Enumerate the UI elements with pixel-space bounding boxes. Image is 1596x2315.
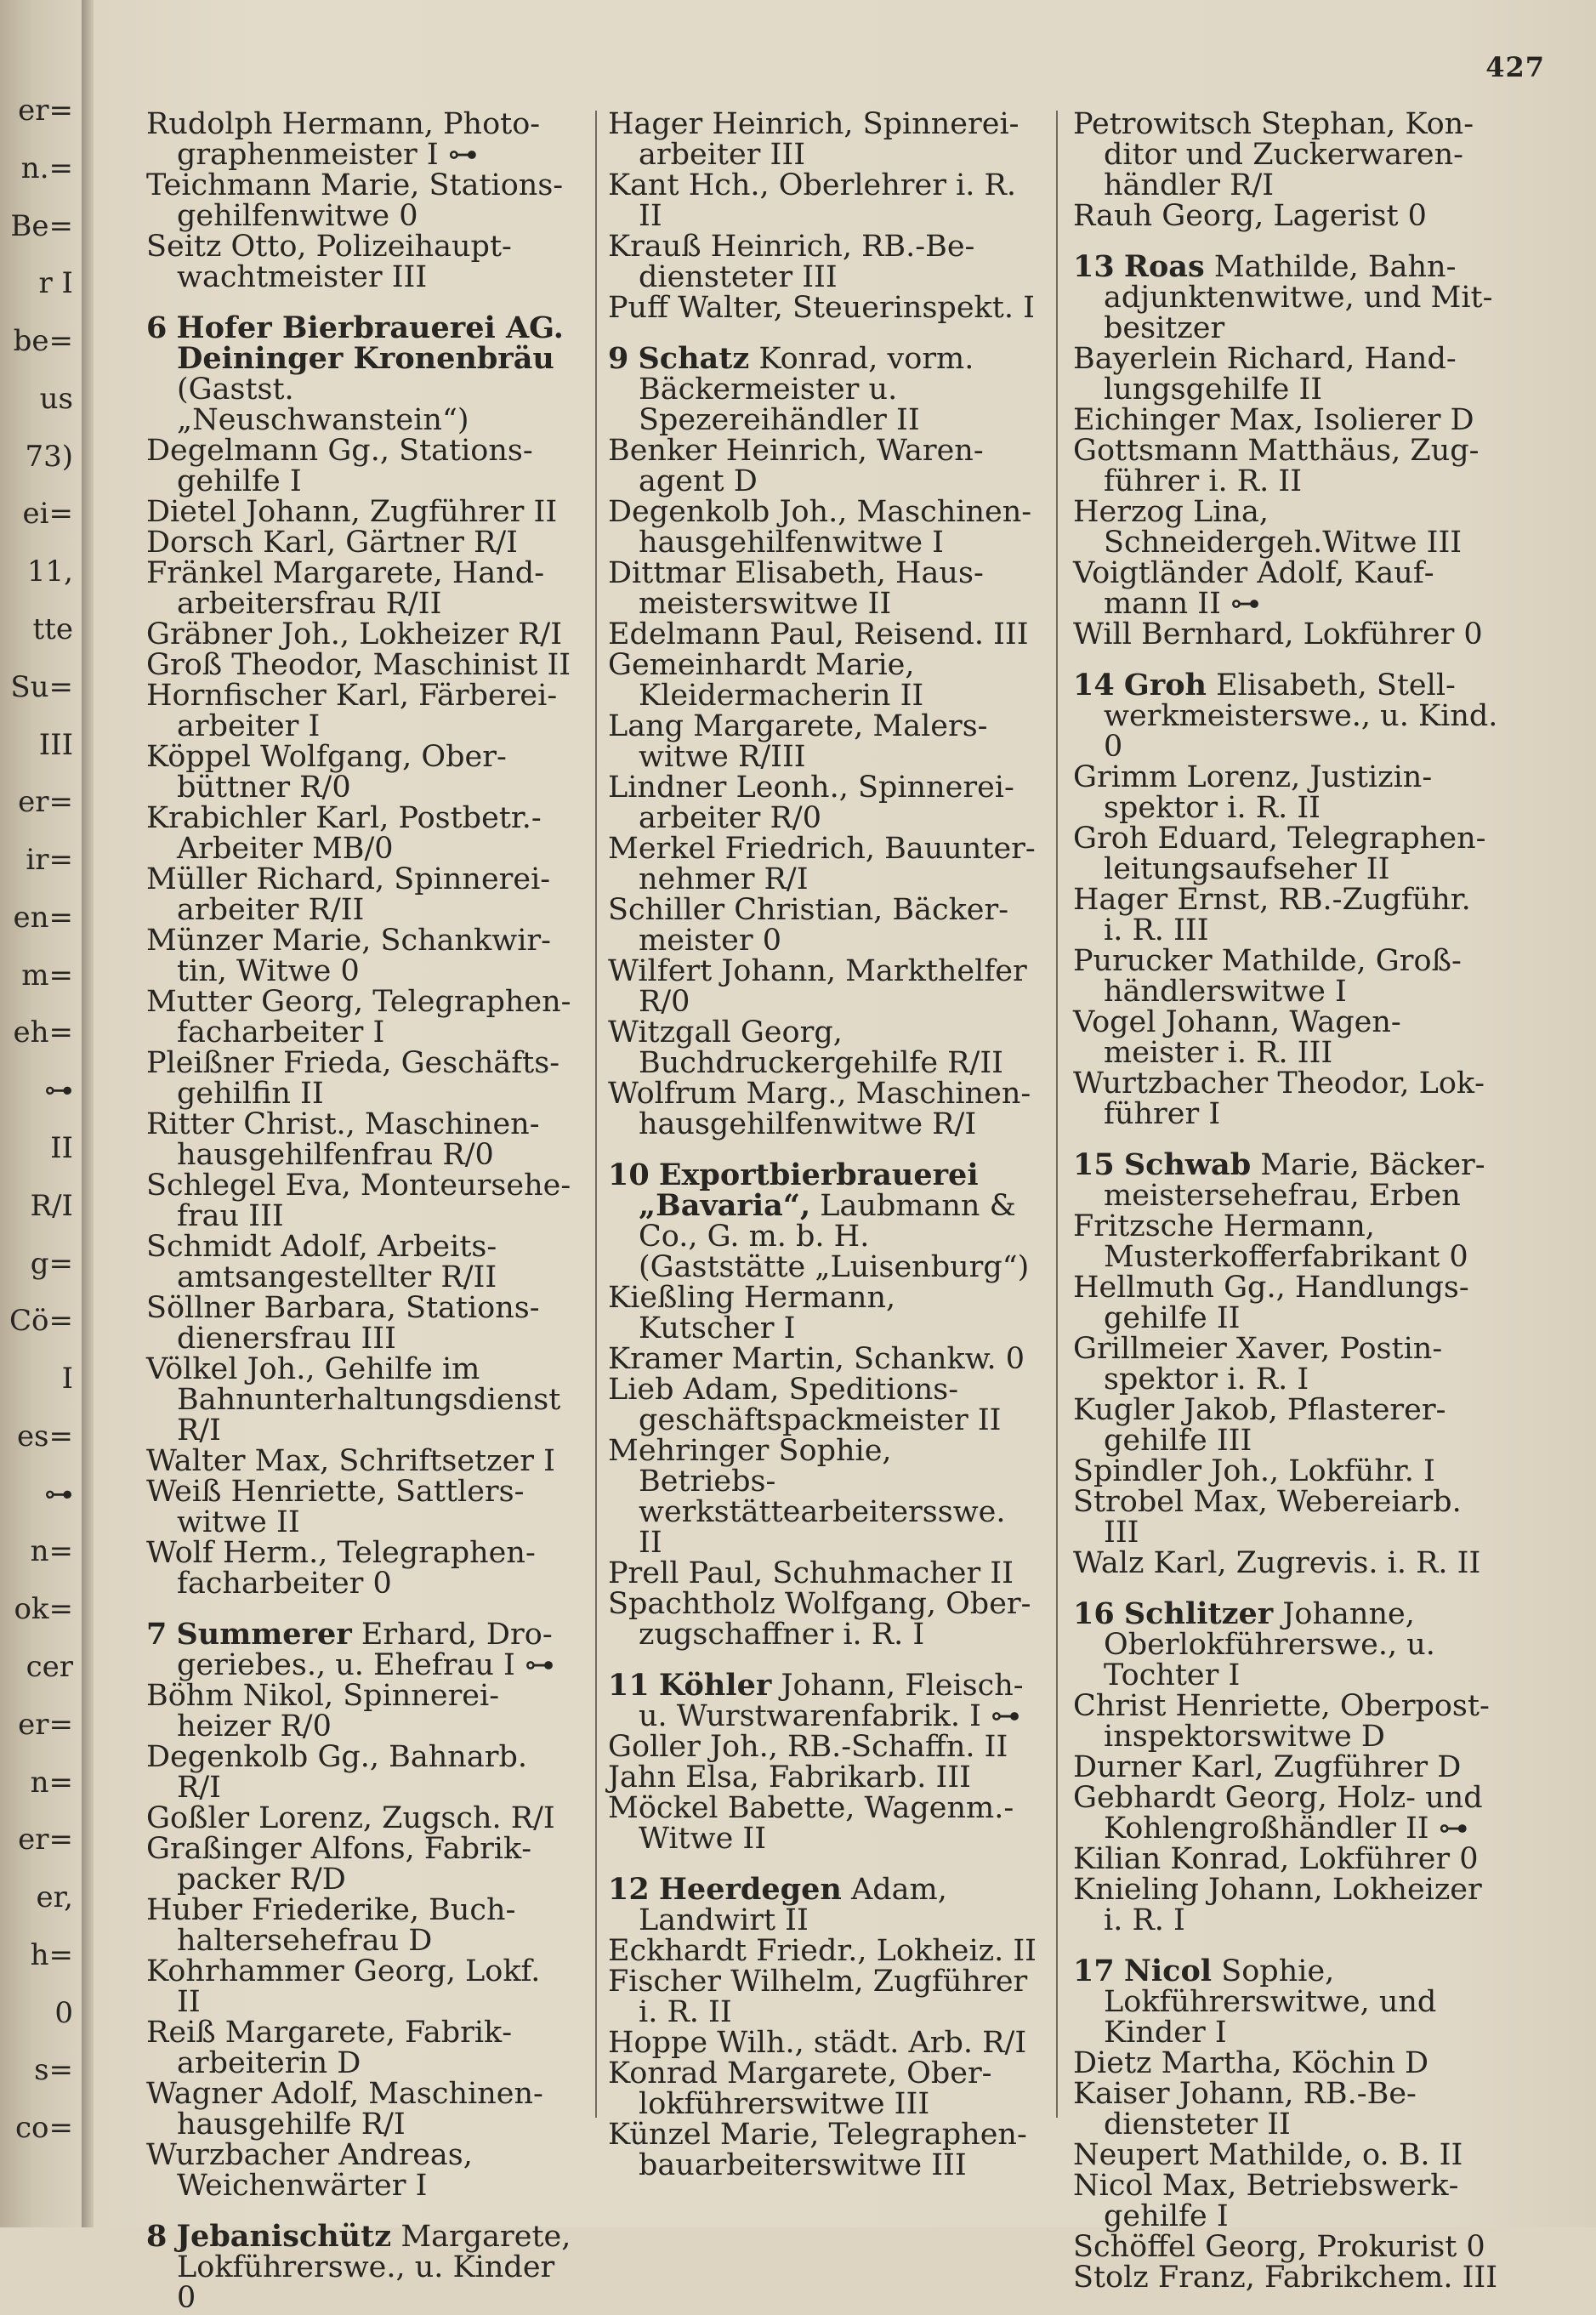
resident-entry: Schöffel Georg, Prokurist 0: [1073, 2230, 1485, 2264]
edge-fragment: co=: [15, 2111, 73, 2146]
resident-entry: Gräbner Joh., Lokheizer R/I: [146, 617, 563, 651]
house-entry: [146, 2221, 571, 2313]
resident-entry: Lang Margarete, Malerswitwe R/III: [608, 709, 988, 774]
edge-fragment: cer: [26, 1650, 73, 1684]
house-detail: Margarete, Lokführerswe., u. Kinder 0: [177, 2220, 571, 2315]
house-detail: Konrad, vorm. Bäckermeister u. Spezereihändler II: [639, 342, 974, 437]
resident-entry: Rauh Georg, Lagerist 0: [1073, 199, 1427, 233]
house-number: 6: [146, 310, 168, 345]
resident-entry: Spindler Joh., Lokführ. I: [1073, 1454, 1435, 1488]
resident-entry: Degenkolb Joh., Maschinenhausgehilfenwitwe I: [608, 495, 1032, 560]
house-entry: [1073, 1147, 1498, 1213]
house-owner: Jebanischütz: [176, 2219, 392, 2254]
resident-entry: Nicol Max, Betriebswerkgehilfe I: [1073, 2169, 1459, 2233]
resident-entry: Lindner Leonh., Spinnereiarbeiter R/0: [608, 771, 1014, 835]
edge-fragment: eh=: [13, 1015, 73, 1050]
house-owner: Summerer: [176, 1617, 352, 1652]
edge-fragment: be=: [13, 324, 73, 359]
house-owner: Hofer Bierbrauerei AG. Deininger Kronenbräu: [176, 310, 564, 376]
resident-entry: Stolz Franz, Fabrikchem. III: [1073, 2261, 1498, 2295]
page-number: 427: [1485, 51, 1545, 83]
resident-entry: Kohrhammer Georg, Lokf. II: [146, 1954, 541, 2019]
resident-entry: Kramer Martin, Schankw. 0: [608, 1342, 1025, 1376]
resident-entry: Petrowitsch Stephan, Konditor und Zuckerwarenhändler R/I: [1073, 107, 1474, 202]
resident-entry: Wurzbacher Andreas, Weichenwärter I: [146, 2138, 473, 2203]
resident-entry: Ritter Christ., Maschinenhausgehilfenfrau R/0: [146, 1107, 540, 1172]
resident-entry: Purucker Mathilde, Großhändlerswitwe I: [1073, 944, 1462, 1009]
resident-entry: Mehringer Sophie, Betriebswerkstättearbeitersswe. II: [608, 1434, 1006, 1560]
house-entry: [1073, 1596, 1498, 1692]
house-number: 16: [1073, 1596, 1115, 1631]
resident-entry: Möckel Babette, Wagenm.Witwe II: [608, 1791, 1014, 1856]
resident-entry: Lieb Adam, Speditionsgeschäftspackmeister II: [608, 1373, 1002, 1437]
resident-entry: Hager Ernst, RB.-Zugführ. i. R. III: [1073, 883, 1471, 947]
resident-entry: Dorsch Karl, Gärtner R/I: [146, 526, 518, 560]
house-entry: [1073, 1956, 1498, 2048]
house-detail: Sophie, Lokführerswitwe, und Kinder I: [1104, 1954, 1437, 2050]
edge-fragment: ⊶: [44, 1476, 73, 1511]
house-entry: [1073, 249, 1498, 345]
resident-entry: Bayerlein Richard, Handlungsgehilfe II: [1073, 342, 1457, 407]
resident-entry: Wilfert Johann, Markthelfer R/0: [608, 954, 1027, 1019]
edge-fragment: en=: [13, 900, 73, 935]
house-number: 13: [1073, 249, 1115, 284]
resident-entry: Goller Joh., RB.-Schaffn. II: [608, 1730, 1008, 1764]
resident-entry: Schiller Christian, Bäckermeister 0: [608, 893, 1009, 958]
resident-entry: Kießling Hermann, Kutscher I: [608, 1281, 896, 1345]
resident-entry: Degelmann Gg., Stationsgehilfe I: [146, 434, 533, 498]
resident-entry: Rudolph Hermann, Photographenmeister I ⊶: [146, 107, 541, 172]
edge-fragment: m=: [21, 958, 73, 993]
resident-entry: Wurtzbacher Theodor, Lokführer I: [1073, 1066, 1485, 1131]
edge-fragment: II: [50, 1131, 73, 1165]
house-detail: Marie, Bäckermeistersehefrau, Erben: [1104, 1148, 1485, 1213]
resident-entry: Knieling Johann, Lokheizer i. R. I: [1073, 1873, 1482, 1937]
resident-entry: Gottsmann Matthäus, Zugführer i. R. II: [1073, 434, 1480, 498]
resident-entry: Walz Karl, Zugrevis. i. R. II: [1073, 1546, 1481, 1580]
resident-entry: Edelmann Paul, Reisend. III: [608, 617, 1029, 651]
resident-entry: Kugler Jakob, Pflasterergehilfe III: [1073, 1393, 1446, 1458]
edge-fragment: 11,: [26, 555, 73, 589]
resident-entry: Groh Eduard, Telegraphenleitungsaufseher II: [1073, 822, 1486, 886]
resident-entry: Eckhardt Friedr., Lokheiz. II: [608, 1934, 1037, 1968]
resident-entry: Dietel Johann, Zugführer II: [146, 495, 558, 529]
house-entry: [608, 1670, 1037, 1732]
resident-entry: Schlegel Eva, Monteursehefrau III: [146, 1169, 571, 1233]
resident-entry: Strobel Max, Webereiarb. III: [1073, 1485, 1462, 1550]
house-owner: Schlitzer: [1123, 1596, 1274, 1631]
edge-fragment: tte: [32, 612, 73, 646]
edge-fragment: Su=: [10, 669, 73, 704]
resident-entry: Grillmeier Xaver, Postinspektor i. R. I: [1073, 1332, 1443, 1396]
edge-fragment: h=: [30, 1937, 73, 1972]
resident-entry: Münzer Marie, Schankwirtin, Witwe 0: [146, 924, 551, 988]
resident-entry: Dietz Martha, Köchin D: [1073, 2046, 1429, 2080]
edge-fragment: n=: [30, 1765, 73, 1800]
resident-entry: Grimm Lorenz, Justizinspektor i. R. II: [1073, 760, 1433, 825]
house-number: 9: [608, 341, 629, 376]
edge-fragment: Be=: [10, 208, 73, 243]
resident-entry: Jahn Elsa, Fabrikarb. III: [608, 1760, 971, 1795]
resident-entry: Spachtholz Wolfgang, Oberzugschaffner i. R. I: [608, 1587, 1031, 1652]
house-number: 12: [608, 1872, 650, 1907]
house-number: 14: [1073, 668, 1115, 702]
resident-entry: Köppel Wolfgang, Oberbüttner R/0: [146, 740, 507, 805]
resident-entry: Gemeinhardt Marie, Kleidermacherin II: [608, 648, 924, 713]
resident-entry: Kant Hch., Oberlehrer i. R. II: [608, 168, 1017, 233]
edge-fragment: Cö=: [9, 1304, 73, 1339]
house-number: 11: [608, 1668, 650, 1703]
resident-entry: Schmidt Adolf, Arbeitsamtsangestellter R/II: [146, 1230, 497, 1294]
resident-entry: Teichmann Marie, Stationsgehilfenwitwe 0: [146, 168, 564, 233]
resident-entry: Goßler Lorenz, Zugsch. R/I: [146, 1801, 555, 1835]
house-detail: Johanne, Oberlokführerswe., u. Tochter I: [1104, 1597, 1435, 1692]
resident-entry: Puff Walter, Steuerinspekt. I: [608, 291, 1035, 325]
resident-entry: Böhm Nikol, Spinnereiheizer R/0: [146, 1679, 500, 1743]
house-owner: Groh: [1123, 668, 1207, 702]
house-detail: Erhard, Drogeriebes., u. Ehefrau I ⊶: [177, 1618, 554, 1682]
book-spine-shadow: [82, 0, 94, 2227]
edge-fragment: er=: [18, 1707, 73, 1742]
resident-entry: Benker Heinrich, Warenagent D: [608, 434, 984, 498]
edge-fragment: ok=: [14, 1592, 73, 1627]
resident-entry: Kilian Konrad, Lokführer 0: [1073, 1842, 1479, 1876]
resident-entry: Hager Heinrich, Spinnereiarbeiter III: [608, 107, 1020, 172]
edge-fragment: I: [61, 1362, 73, 1396]
resident-entry: Wolfrum Marg., Maschinenhausgehilfenwitwe R/I: [608, 1077, 1031, 1141]
house-detail: (Gastst. „Neuschwanstein“): [177, 373, 469, 437]
resident-entry: Durner Karl, Zugführer D: [1073, 1750, 1462, 1784]
resident-entry: Fischer Wilhelm, Zugführer i. R. II: [608, 1965, 1028, 2029]
resident-entry: Krabichler Karl, Postbetr.Arbeiter MB/0: [146, 801, 542, 866]
resident-entry: Will Bernhard, Lokführer 0: [1073, 617, 1483, 651]
resident-entry: Konrad Margarete, Oberlokführerswitwe III: [608, 2056, 992, 2121]
column-left: [146, 107, 571, 2315]
resident-entry: Neupert Mathilde, o. B. II: [1073, 2138, 1463, 2172]
edge-fragment: n.=: [20, 151, 73, 185]
resident-entry: Wagner Adolf, Maschinenhausgehilfe R/I: [146, 2077, 543, 2142]
resident-entry: Herzog Lina, Schneidergeh.Witwe III: [1073, 495, 1463, 560]
edge-fragment: ⊶: [44, 1073, 73, 1108]
resident-entry: Kaiser Johann, RB.-Bediensteter II: [1073, 2077, 1417, 2142]
house-owner: Köhler: [658, 1668, 772, 1703]
edge-fragment: n=: [30, 1534, 73, 1569]
house-detail: Johann, Fleischu. Wurstwarenfabrik. I ⊶: [639, 1669, 1024, 1733]
resident-entry: Gebhardt Georg, Holz- und Kohlengroßhändler II ⊶: [1073, 1781, 1483, 1846]
house-number: 15: [1073, 1147, 1115, 1182]
house-entry: [1073, 670, 1498, 762]
resident-entry: Weiß Henriette, Sattlerswitwe II: [146, 1475, 525, 1539]
house-entry: [146, 310, 571, 437]
house-owner: Schwab: [1123, 1147, 1252, 1182]
house-number: 7: [146, 1617, 168, 1652]
house-detail: Elisabeth, Stellwerkmeisterswe., u. Kind. 0: [1104, 668, 1498, 764]
house-detail: Adam, Landwirt II: [639, 1873, 947, 1937]
facing-page-edge: [0, 0, 82, 2227]
resident-entry: Wolf Herm., Telegraphenfacharbeiter 0: [146, 1536, 536, 1601]
house-owner: Heerdegen: [658, 1872, 842, 1907]
resident-entry: Hoppe Wilh., städt. Arb. R/I: [608, 2026, 1027, 2060]
resident-entry: Reiß Margarete, Fabrikarbeiterin D: [146, 2016, 513, 2080]
edge-fragment: er=: [18, 1823, 73, 1857]
resident-entry: Voigtländer Adolf, Kaufmann II ⊶: [1073, 556, 1434, 621]
resident-entry: Prell Paul, Schuhmacher II: [608, 1556, 1014, 1590]
edge-fragment: s=: [34, 2053, 73, 2088]
edge-fragment: us: [39, 381, 73, 416]
resident-entry: Künzel Marie, Telegraphenbauarbeiterswitwe III: [608, 2118, 1027, 2182]
resident-entry: Witzgall Georg, Buchdruckergehilfe R/II: [608, 1015, 1003, 1080]
column-middle: [608, 109, 1037, 2184]
resident-entry: Fritzsche Hermann, Musterkofferfabrikant 0: [1073, 1209, 1468, 1274]
resident-entry: Pleißner Frieda, Geschäftsgehilfin II: [146, 1046, 560, 1111]
resident-entry: Hornfischer Karl, Färbereiarbeiter I: [146, 679, 558, 743]
house-owner: Exportbierbrauerei „Bavaria“,: [639, 1158, 979, 1223]
resident-entry: Huber Friederike, Buchhaltersehefrau D: [146, 1893, 516, 1958]
edge-fragment: III: [38, 727, 73, 762]
column-right: [1073, 107, 1498, 2295]
house-detail: Mathilde, Bahnadjunktenwitwe, und Mitbesitzer: [1104, 250, 1493, 345]
house-owner: Roas: [1123, 249, 1205, 284]
resident-entry: Eichinger Max, Isolierer D: [1073, 403, 1474, 437]
house-entry: [608, 1874, 1037, 1936]
resident-entry: Krauß Heinrich, RB.-Bediensteter III: [608, 230, 975, 294]
resident-entry: Groß Theodor, Maschinist II: [146, 648, 571, 682]
resident-entry: Dittmar Elisabeth, Hausmeisterswitwe II: [608, 556, 984, 621]
house-entry: [608, 341, 1037, 437]
resident-entry: Söllner Barbara, Stationsdienersfrau III: [146, 1291, 540, 1356]
edge-fragment: 73): [25, 439, 73, 474]
house-owner: Schatz: [638, 341, 750, 376]
resident-entry: Völkel Joh., Gehilfe im Bahnunterhaltungsdienst R/I: [146, 1352, 561, 1448]
house-detail: Laubmann & Co., G. m. b. H. (Gaststätte „Luisenburg“): [639, 1189, 1030, 1284]
house-number: 17: [1073, 1954, 1115, 1988]
house-entry: [608, 1160, 1037, 1283]
resident-entry: Müller Richard, Spinnereiarbeiter R/II: [146, 862, 551, 927]
resident-entry: Mutter Georg, Telegraphenfacharbeiter I: [146, 985, 571, 1049]
house-entry: [146, 1619, 571, 1681]
resident-entry: Merkel Friedrich, Bauunternehmer R/I: [608, 832, 1036, 896]
resident-entry: Hellmuth Gg., Handlungsgehilfe II: [1073, 1271, 1469, 1335]
edge-fragment: R/I: [30, 1188, 73, 1223]
house-number: 10: [608, 1158, 650, 1192]
house-owner: Nicol: [1123, 1954, 1213, 1988]
column-rule: [1056, 111, 1058, 2118]
edge-fragment: 0: [54, 1995, 73, 2030]
resident-entry: Seitz Otto, Polizeihauptwachtmeister III: [146, 230, 512, 294]
resident-entry: Christ Henriette, Oberpostinspektorswitwe D: [1073, 1689, 1490, 1754]
house-number: 8: [146, 2219, 168, 2254]
edge-fragment: er,: [36, 1880, 73, 1915]
edge-fragment: er=: [18, 94, 73, 128]
edge-fragment: ir=: [26, 843, 73, 878]
resident-entry: Graßinger Alfons, Fabrikpacker R/D: [146, 1832, 532, 1897]
column-rule: [595, 111, 597, 2118]
edge-fragment: g=: [30, 1246, 73, 1281]
resident-entry: Vogel Johann, Wagenmeister i. R. III: [1073, 1005, 1401, 1070]
edge-fragment: ei=: [22, 497, 73, 532]
edge-fragment: es=: [16, 1419, 73, 1453]
edge-fragment: r I: [38, 266, 73, 301]
edge-fragment: er=: [18, 785, 73, 820]
resident-entry: Fränkel Margarete, Handarbeitersfrau R/II: [146, 556, 545, 621]
resident-entry: Walter Max, Schriftsetzer I: [146, 1444, 555, 1478]
resident-entry: Degenkolb Gg., Bahnarb. R/I: [146, 1740, 527, 1805]
